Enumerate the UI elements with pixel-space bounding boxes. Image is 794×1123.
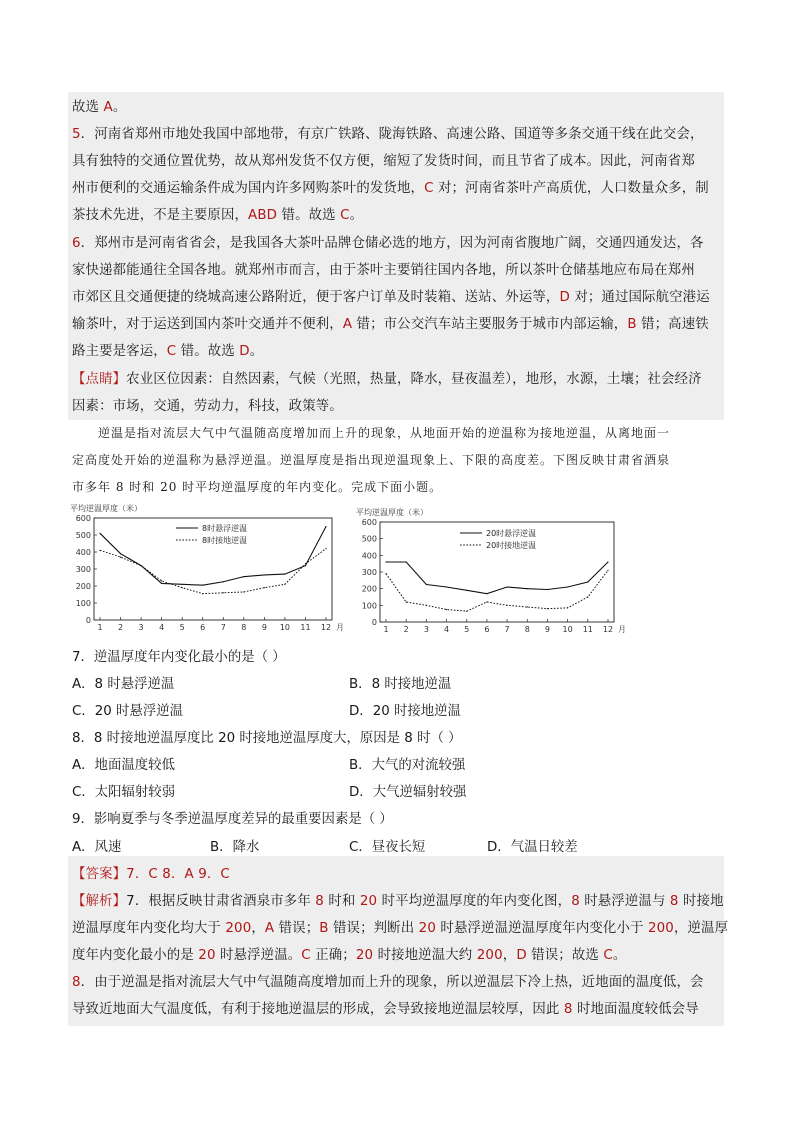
- data-point: [284, 584, 285, 585]
- data-point: [426, 584, 427, 585]
- x-tick-label: 4: [443, 625, 450, 634]
- data-point: [385, 573, 386, 574]
- data-point: [527, 606, 528, 607]
- y-tick-label: 200: [361, 584, 377, 594]
- material-text: 市多年 8 时和 20 时平均逆温厚度的年内变化。完成下面小题。: [72, 480, 443, 494]
- x-tick-label: 7: [504, 625, 510, 634]
- data-point: [161, 583, 162, 584]
- data-point: [446, 586, 447, 587]
- x-tick-label: 12: [320, 623, 332, 632]
- legend-label: 20时接地逆温: [486, 541, 537, 550]
- data-point: [486, 593, 487, 594]
- q9-option-c: C．昼夜长短: [349, 840, 426, 855]
- text-line: 【解析】7．根据反映甘肃省酒泉市多年 8 时和 20 时平均逆温厚度的年内变化图，8 时悬浮逆温与 8 时接地: [72, 894, 724, 909]
- text-line: 故选 A。: [72, 100, 127, 115]
- text-line: 州市便利的交通运输条件成为国内许多网购茶叶的发货地，C 对；河南省茶叶产高质优，人口数量众多，制: [72, 181, 709, 196]
- x-tick-label: 4: [159, 623, 165, 632]
- y-tick-label: 300: [75, 565, 91, 574]
- x-tick-label: 12: [602, 625, 614, 634]
- text-line: 逆温厚度年内变化均大于 200，A 错误；B 错误；判断出 20 时悬浮逆温逆温厚度年内变化小于 200，逆温厚: [72, 921, 729, 936]
- text-line: 导致近地面大气温度低，有利于接地逆温层的形成，会导致接地逆温层较厚，因此 8 时地面温度较低会导: [72, 1002, 699, 1017]
- data-point: [527, 588, 528, 589]
- data-point: [243, 576, 244, 577]
- x-tick-label: 6: [484, 625, 490, 634]
- x-tick-label: 2: [117, 623, 124, 632]
- x-tick-label: 3: [138, 623, 144, 632]
- text-line: 【点睛】农业区位因素：自然因素，气候（光照，热量，降水，昼夜温差），地形，水源，土壤；社会经济: [72, 372, 702, 387]
- q9-option-a: A．风速: [72, 840, 122, 855]
- data-point: [406, 601, 407, 602]
- data-point: [99, 533, 100, 534]
- data-point: [406, 561, 407, 562]
- data-point: [182, 587, 183, 588]
- data-point: [325, 548, 326, 549]
- data-point: [587, 581, 588, 582]
- text-line: 度年内变化最小的是 20 时悬浮逆温。C 正确；20 时接地逆温大约 200，D 错误；故选 C。: [72, 948, 627, 963]
- data-point: [607, 570, 608, 571]
- data-point: [264, 574, 265, 575]
- text-line: 因素：市场，交通，劳动力，科技，政策等。: [72, 399, 343, 414]
- x-tick-label: 1: [383, 625, 389, 634]
- data-point: [223, 581, 224, 582]
- q8-option-a: A．地面温度较低: [72, 758, 175, 773]
- key-point-tag: 【点睛】: [72, 372, 127, 387]
- y-tick-label: 200: [75, 582, 91, 591]
- x-tick-label: 8: [524, 625, 530, 634]
- data-point: [264, 587, 265, 588]
- x-tick-label: 10: [562, 625, 573, 634]
- q9-option-b: B．降水: [210, 840, 260, 855]
- question-9-stem: 9．影响夏季与冬季逆温厚度差异的最重要因素是（ ）: [72, 812, 393, 827]
- text-line: 具有独特的交通位置优势，故从郑州发货不仅方便，缩短了发货时间，而且节省了成本。因此，河南省郑: [72, 154, 695, 169]
- text-line: 家快递都能通往全国各地。就郑州市而言，由于茶叶主要销往国内各地，所以茶叶仓储基地应布局在郑州: [72, 263, 695, 278]
- x-axis-label: 月: [336, 623, 344, 632]
- text-line: 5．河南省郑州市地处我国中部地带，有京广铁路、陇海铁路、高速公路、国道等多条交通干线在此交会，: [72, 127, 704, 142]
- y-tick-label: 100: [75, 599, 91, 608]
- data-point: [325, 526, 326, 527]
- y-axis-label: 平均逆温厚度（米）: [356, 508, 428, 517]
- x-tick-label: 3: [423, 625, 429, 634]
- q7-option-c: C．20 时悬浮逆温: [72, 704, 183, 719]
- data-point: [120, 553, 121, 554]
- x-tick-label: 7: [220, 623, 226, 632]
- y-tick-label: 600: [361, 518, 377, 527]
- y-tick-label: 400: [361, 551, 377, 561]
- x-axis-label: 月: [618, 625, 626, 634]
- data-point: [182, 584, 183, 585]
- data-point: [223, 592, 224, 593]
- data-point: [486, 601, 487, 602]
- data-point: [202, 593, 203, 594]
- y-tick-label: 500: [75, 531, 91, 540]
- y-tick-label: 0: [85, 616, 91, 625]
- x-tick-label: 1: [97, 623, 103, 632]
- question-7-stem: 7．逆温厚度年内变化最小的是（ ）: [72, 650, 286, 665]
- x-tick-label: 5: [179, 623, 185, 632]
- data-point: [305, 565, 306, 566]
- series-line-1: [386, 562, 608, 594]
- y-tick-label: 100: [361, 601, 377, 611]
- y-tick-label: 0: [371, 618, 377, 627]
- text-line: 8．由于逆温是指对流层大气中气温随高度增加而上升的现象，所以逆温层下冷上热，近地面的温度低，会: [72, 975, 704, 990]
- x-tick-label: 10: [279, 623, 291, 632]
- text-line: 市郊区且交通便捷的绕城高速公路附近，便于客户订单及时装箱、送站、外运等，D 对；通过国际航空港运: [72, 290, 710, 305]
- x-tick-label: 2: [403, 625, 409, 634]
- text-line: 路主要是客运，C 错。故选 D。: [72, 344, 264, 359]
- data-point: [506, 586, 507, 587]
- chart-20h: [352, 504, 632, 636]
- y-tick-label: 400: [75, 548, 91, 557]
- data-point: [305, 563, 306, 564]
- x-tick-label: 11: [582, 625, 593, 634]
- legend-label: 20时悬浮逆温: [486, 529, 537, 538]
- q8-option-b: B．大气的对流较强: [349, 758, 466, 773]
- legend-label: 8时接地逆温: [202, 536, 248, 545]
- y-axis-label: 平均逆温厚度（米）: [70, 504, 142, 513]
- text-line: 茶技术先进，不是主要原因，ABD 错。故选 C。: [72, 208, 364, 223]
- x-tick-label: 5: [464, 625, 470, 634]
- q9-option-d: D．气温日较差: [487, 840, 578, 855]
- data-point: [607, 561, 608, 562]
- data-point: [587, 596, 588, 597]
- x-tick-label: 9: [261, 623, 267, 632]
- data-point: [243, 591, 244, 592]
- data-point: [161, 580, 162, 581]
- data-point: [284, 574, 285, 575]
- data-point: [547, 589, 548, 590]
- data-point: [466, 611, 467, 612]
- data-point: [446, 609, 447, 610]
- text-line: 输茶叶，对于运送到国内茶叶交通并不便利，A 错；市公交汽车站主要服务于城市内部运输，B 错；高速铁: [72, 317, 709, 332]
- answer-line: 【答案】7．C 8．A 9．C: [72, 867, 230, 882]
- data-point: [120, 557, 121, 558]
- chart-8h: [66, 500, 346, 635]
- y-tick-label: 600: [75, 514, 91, 523]
- data-point: [567, 607, 568, 608]
- x-tick-label: 11: [300, 623, 311, 632]
- x-tick-label: 6: [200, 623, 206, 632]
- material-text: 定高度处开始的逆温称为悬浮逆温。逆温厚度是指出现逆温现象上、下限的高度差。下图反映甘肃省酒泉: [72, 453, 671, 467]
- y-tick-label: 300: [361, 568, 377, 577]
- q8-option-d: D．大气逆辐射较强: [349, 785, 467, 800]
- data-point: [202, 585, 203, 586]
- q8-option-c: C．太阳辐射较弱: [72, 785, 176, 800]
- question-8-stem: 8．8 时接地逆温厚度比 20 时接地逆温厚度大，原因是 8 时（ ）: [72, 731, 462, 746]
- data-point: [385, 561, 386, 562]
- data-point: [140, 565, 141, 566]
- data-point: [466, 590, 467, 591]
- data-point: [99, 550, 100, 551]
- q7-option-b: B．8 时接地逆温: [349, 677, 452, 692]
- y-tick-label: 500: [361, 534, 377, 544]
- data-point: [547, 608, 548, 609]
- data-point: [506, 605, 507, 606]
- material-text: 逆温是指对流层大气中气温随高度增加而上升的现象，从地面开始的逆温称为接地逆温，从离地面一: [98, 426, 671, 440]
- x-tick-label: 8: [241, 623, 247, 632]
- data-point: [426, 605, 427, 606]
- text-line: 6．郑州市是河南省省会，是我国各大茶叶品牌仓储必选的地方，因为河南省腹地广阔，交通四通发达，各: [72, 236, 704, 251]
- data-point: [567, 586, 568, 587]
- legend-label: 8时悬浮逆温: [202, 524, 248, 533]
- x-tick-label: 9: [544, 625, 551, 634]
- q7-option-a: A．8 时悬浮逆温: [72, 677, 175, 692]
- q7-option-d: D．20 时接地逆温: [349, 704, 461, 719]
